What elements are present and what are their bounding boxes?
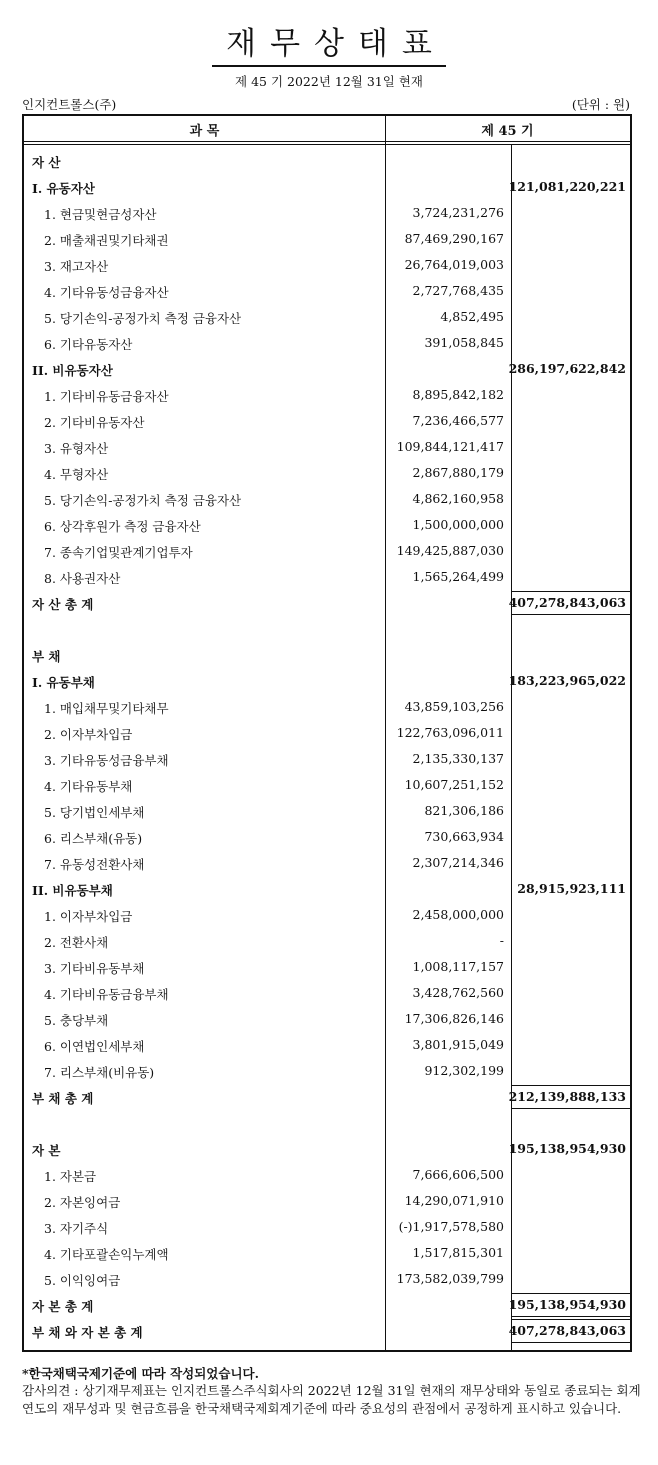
- document-title-text: 재무상태표: [212, 18, 446, 67]
- section-row: [24, 1110, 630, 1136]
- item-amount: 2,867,880,179: [412, 465, 504, 480]
- account-name: 4. 무형자산: [44, 467, 109, 482]
- item-amount: 1,565,264,499: [412, 569, 504, 584]
- item-amount: 1,500,000,000: [412, 517, 504, 532]
- standard-note: *한국채택국제기준에 따라 작성되었습니다.: [22, 1366, 259, 1381]
- item-amount: 2,135,330,137: [412, 751, 504, 766]
- subtotal-amount: 28,915,923,111: [517, 881, 626, 896]
- total-underline: [511, 1342, 630, 1343]
- total-row: [24, 1318, 630, 1344]
- table-row: [24, 928, 630, 954]
- total-underline: [511, 614, 630, 615]
- table-row: [24, 954, 630, 980]
- section-row: [24, 356, 630, 382]
- account-name: 7. 리스부채(비유동): [44, 1065, 155, 1080]
- account-name: 자 본: [32, 1143, 61, 1158]
- total-row: [24, 1292, 630, 1318]
- table-header: [24, 116, 630, 142]
- table-row: [24, 824, 630, 850]
- account-name: 6. 상각후원가 측정 금융자산: [44, 519, 201, 534]
- table-row: [24, 486, 630, 512]
- table-row: [24, 434, 630, 460]
- account-name: 4. 기타포괄손익누계액: [44, 1247, 169, 1262]
- company-name: 인지컨트롤스(주): [22, 97, 117, 112]
- table-row: [24, 1058, 630, 1084]
- account-name: 부 채: [32, 649, 61, 664]
- section-row: [24, 616, 630, 642]
- account-name: 부 채 와 자 본 총 계: [32, 1325, 143, 1340]
- account-name: 1. 이자부차입금: [44, 909, 133, 924]
- item-amount: 4,852,495: [440, 309, 504, 324]
- table-row: [24, 902, 630, 928]
- account-name: 5. 당기손익-공정가치 측정 금융자산: [44, 311, 242, 326]
- table-row: [24, 772, 630, 798]
- table-row: [24, 460, 630, 486]
- section-row: [24, 668, 630, 694]
- unit-label: (단위 : 원): [571, 97, 630, 112]
- table-row: [24, 798, 630, 824]
- table-row: [24, 980, 630, 1006]
- item-amount: 7,236,466,577: [412, 413, 504, 428]
- account-name: 1. 매입채무및기타채무: [44, 701, 169, 716]
- item-amount: 149,425,887,030: [396, 543, 504, 558]
- table-row: [24, 382, 630, 408]
- table-row: [24, 538, 630, 564]
- item-amount: 730,663,934: [424, 829, 504, 844]
- account-name: 4. 기타유동성금융자산: [44, 285, 169, 300]
- item-amount: 2,458,000,000: [412, 907, 504, 922]
- document-title: [0, 18, 658, 67]
- account-name: 자 산: [32, 155, 61, 170]
- subtotal-amount: 195,138,954,930: [508, 1141, 626, 1156]
- subtotal-amount: 407,278,843,063: [508, 1323, 626, 1338]
- table-row: [24, 1266, 630, 1292]
- account-name: 2. 자본잉여금: [44, 1195, 121, 1210]
- subtotal-amount: 183,223,965,022: [508, 673, 626, 688]
- header-account: 과 목: [189, 124, 220, 139]
- account-name: 2. 전환사채: [44, 935, 109, 950]
- item-amount: 14,290,071,910: [404, 1193, 504, 1208]
- table-row: [24, 850, 630, 876]
- account-name: 6. 리스부채(유동): [44, 831, 143, 846]
- item-amount: 1,008,117,157: [412, 959, 504, 974]
- header-divider: [24, 144, 630, 145]
- item-amount: 17,306,826,146: [404, 1011, 504, 1026]
- section-row: [24, 148, 630, 174]
- table-row: [24, 226, 630, 252]
- subtotal-amount: 195,138,954,930: [508, 1297, 626, 1312]
- total-underline: [511, 1316, 630, 1317]
- table-row: [24, 1006, 630, 1032]
- table-row: [24, 408, 630, 434]
- account-name: 4. 기타비유동금융부채: [44, 987, 169, 1002]
- total-overline: [511, 1319, 630, 1320]
- account-name: 3. 자기주식: [44, 1221, 109, 1236]
- balance-sheet-table: [22, 114, 632, 1352]
- table-row: [24, 1032, 630, 1058]
- total-row: [24, 1084, 630, 1110]
- account-name: II. 비유동자산: [32, 363, 113, 378]
- item-amount: 1,517,815,301: [412, 1245, 504, 1260]
- item-amount: 122,763,096,011: [396, 725, 504, 740]
- item-amount: 2,307,214,346: [412, 855, 504, 870]
- item-amount: 4,862,160,958: [412, 491, 504, 506]
- table-row: [24, 564, 630, 590]
- account-name: 부 채 총 계: [32, 1091, 94, 1106]
- table-row: [24, 1162, 630, 1188]
- account-name: 7. 유동성전환사채: [44, 857, 145, 872]
- table-row: [24, 330, 630, 356]
- section-row: [24, 174, 630, 200]
- table-row: [24, 694, 630, 720]
- total-overline: [511, 1085, 630, 1086]
- account-name: 1. 기타비유동금융자산: [44, 389, 169, 404]
- table-row: [24, 720, 630, 746]
- section-row: [24, 876, 630, 902]
- account-name: 5. 당기손익-공정가치 측정 금융자산: [44, 493, 242, 508]
- item-amount: 7,666,606,500: [412, 1167, 504, 1182]
- account-name: 4. 기타유동부채: [44, 779, 133, 794]
- account-name: 3. 유형자산: [44, 441, 109, 456]
- table-row: [24, 278, 630, 304]
- item-amount: 173,582,039,799: [396, 1271, 504, 1286]
- header-period: 제 45 기: [481, 124, 534, 139]
- item-amount: 109,844,121,417: [396, 439, 504, 454]
- table-row: [24, 1214, 630, 1240]
- table-row: [24, 252, 630, 278]
- item-amount: (-)1,917,578,580: [398, 1219, 504, 1234]
- account-name: 3. 기타유동성금융부채: [44, 753, 169, 768]
- audit-opinion: 감사의견 : 상기재무제표는 인지컨트롤스주식회사의 2022년 12월 31일 현재의 재무상태와 동일로 종료되는 회계연도의 재무성과 및 현금흐름을 한국채택국제회계기준에 따라 중요성의 관점에서 공정하게 표시하고 있습니다.: [22, 1383, 641, 1416]
- account-name: 1. 자본금: [44, 1169, 97, 1184]
- item-amount: 391,058,845: [424, 335, 504, 350]
- account-name: 7. 종속기업및관계기업투자: [44, 545, 193, 560]
- account-name: 2. 기타비유동자산: [44, 415, 145, 430]
- total-overline: [511, 591, 630, 592]
- subtotal-amount: 286,197,622,842: [508, 361, 626, 376]
- item-amount: 87,469,290,167: [404, 231, 504, 246]
- account-name: I. 유동부채: [32, 675, 95, 690]
- item-amount: 2,727,768,435: [412, 283, 504, 298]
- account-name: 6. 기타유동자산: [44, 337, 133, 352]
- item-amount: -: [499, 933, 504, 948]
- item-amount: 43,859,103,256: [404, 699, 504, 714]
- item-amount: 10,607,251,152: [404, 777, 504, 792]
- item-amount: 3,724,231,276: [412, 205, 504, 220]
- table-row: [24, 746, 630, 772]
- account-name: 3. 재고자산: [44, 259, 109, 274]
- subtotal-amount: 212,139,888,133: [508, 1089, 626, 1104]
- table-row: [24, 1240, 630, 1266]
- account-name: 2. 이자부차입금: [44, 727, 133, 742]
- table-row: [24, 1188, 630, 1214]
- subtotal-amount: 121,081,220,221: [508, 179, 626, 194]
- account-name: 3. 기타비유동부채: [44, 961, 145, 976]
- total-underline: [511, 1108, 630, 1109]
- item-amount: 912,302,199: [424, 1063, 504, 1078]
- account-name: 1. 현금및현금성자산: [44, 207, 157, 222]
- account-name: II. 비유동부채: [32, 883, 113, 898]
- table-row: [24, 200, 630, 226]
- item-amount: 821,306,186: [424, 803, 504, 818]
- account-name: 5. 충당부채: [44, 1013, 109, 1028]
- account-name: 자 산 총 계: [32, 597, 94, 612]
- account-name: 5. 이익잉여금: [44, 1273, 121, 1288]
- item-amount: 26,764,019,003: [404, 257, 504, 272]
- item-amount: 8,895,842,182: [412, 387, 504, 402]
- subtotal-amount: 407,278,843,063: [508, 595, 626, 610]
- section-row: [24, 642, 630, 668]
- section-row: [24, 1136, 630, 1162]
- total-row: [24, 590, 630, 616]
- report-period: 제 45 기 2022년 12월 31일 현재: [235, 74, 423, 89]
- account-name: 8. 사용권자산: [44, 571, 121, 586]
- item-amount: 3,801,915,049: [412, 1037, 504, 1052]
- account-name: I. 유동자산: [32, 181, 95, 196]
- total-overline: [511, 1293, 630, 1294]
- account-name: 6. 이연법인세부채: [44, 1039, 145, 1054]
- account-name: 자 본 총 계: [32, 1299, 94, 1314]
- table-row: [24, 304, 630, 330]
- account-name: 2. 매출채권및기타채권: [44, 233, 169, 248]
- table-row: [24, 512, 630, 538]
- item-amount: 3,428,762,560: [412, 985, 504, 1000]
- account-name: 5. 당기법인세부채: [44, 805, 145, 820]
